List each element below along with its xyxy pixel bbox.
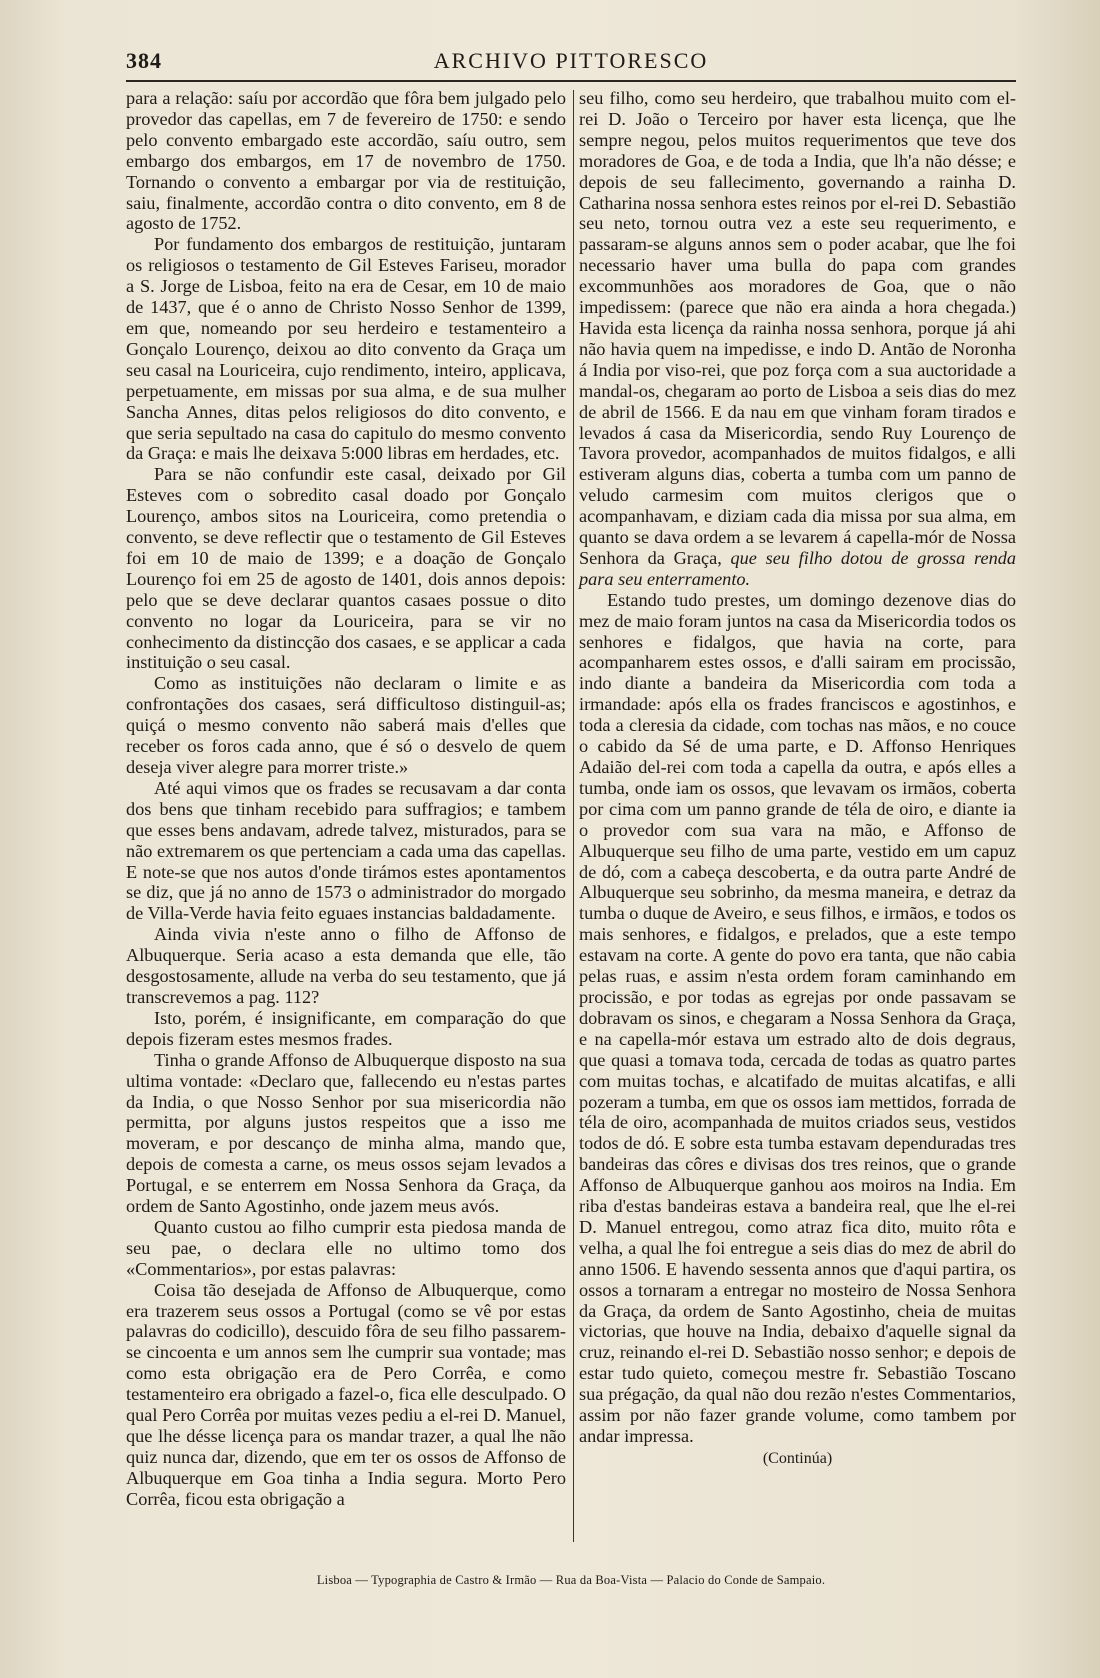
- paragraph: [126, 1280, 566, 1510]
- paragraph-text: Até aqui vimos que os frades se recusavam a dar conta dos bens que tinham recebido para suffragios; e tambem que esses bens andavam, adrede talvez, misturados, para se não extremarem os que pertenciam a cada uma das capellas. E note-se que nos autos d'onde tirámos estes apontamentos se diz, que já no anno de 1573 o administrador do morgado de Villa-Verde havia feito eguaes instancias baldadamente.: [126, 777, 566, 924]
- paragraph: [126, 1217, 566, 1280]
- running-title: ARCHIVO PITTORESCO: [433, 48, 709, 73]
- right-column: [579, 88, 1016, 1470]
- paragraph-text: seu filho, como seu herdeiro, que trabalhou muito com el-rei D. João o Terceiro por haver esta licença, que lhe sempre negou, pelos muitos requerimentos que teve dos moradores de Goa, e de toda a India, que lh'a não désse; e depois de seu fallecimento, governando a rainha D. Catharina nossa senhora estes reinos por el-rei D. Sebastião seu neto, tornou outra vez a este seu requerimento, e passaram-se alguns annos sem o poder acabar, que lhe foi necessario haver uma bulla do papa com grandes excommunhões aos moradores de Goa, que o não impedissem: (parece que não era ainda a hora chegada.) Havida esta licença da rainha nossa senhora, porque já ahi não havia quem na impedisse, e indo D. Antão de Noronha á India por viso-rei, que poz força com a sua auctoridade a mandal-os, chegaram ao porto de Lisboa a seis dias do mez de abril de 1566. E da nau em que vinham foram tirados e levados á casa da Misericordia, sendo Ruy Lourenço de Tavora provedor, acompanhados de muitos fidalgos, e alli estiveram alguns dias, coberta a tumba com um panno de veludo carmesim com muitos clerigos que o acompanhavam, e diziam cada dia missa por sua alma, em quanto se dava ordem a se levarem á capella-mór de Nossa Senhora da Graça,: [579, 88, 1016, 568]
- paragraph: [126, 1050, 566, 1217]
- paragraph-text: Tinha o grande Affonso de Albuquerque disposto na sua ultima vontade: «Declaro que, fallecendo eu n'estas partes da India, o que Nosso Senhor por sua misericordia não permitta, por alguns justos respeitos que a isso me moveram, e por descanço de minha alma, mando que, depois de comesta a carne, os meus ossos sejam levados a Portugal, e se enterrem em Nossa Senhora da Graça, da ordem de Santo Agostinho, onde jazem meus avós.: [126, 1049, 566, 1217]
- paragraph: [126, 464, 566, 673]
- left-column: [126, 88, 566, 1510]
- paragraph: [579, 88, 1016, 590]
- column-divider: [573, 90, 574, 1542]
- page-number: 384: [126, 48, 162, 73]
- paragraph: [126, 924, 566, 1008]
- paragraph-text: Quanto custou ao filho cumprir esta piedosa manda de seu pae, o declara elle no ultimo tomo dos «Commentarios», por estas palavras:: [126, 1216, 566, 1279]
- paragraph: [126, 234, 566, 464]
- page-header: [126, 44, 1016, 78]
- paragraph-text: Para se não confundir este casal, deixado por Gil Esteves com o sobredito casal doado por Gonçalo Lourenço, ambos sitos na Louriceira, como pretendia o convento, se deve reflectir que o testamento de Gil Esteves foi em 10 de maio de 1399; e a doação de Gonçalo Lourenço foi em 25 de agosto de 1401, dois annos depois: pelo que se deve declarar quantos casaes possue o dito convento no logar da Louriceira, para se vir no conhecimento da distincção dos casaes, e se applicar a cada instituição o seu casal.: [126, 464, 566, 673]
- paragraph-text: para a relação: saíu por accordão que fôra bem julgado pelo provedor das capellas, em 7 de fevereiro de 1750: e sendo pelo convento embargado este accordão, saíu outro, sem embargo dos embargos, em 17 de novembro de 1750. Tornando o convento a embargar por via de restituição, saiu, finalmente, accordão contra o dito convento, em 8 de agosto de 1752.: [126, 88, 566, 234]
- paragraph-text: Ainda vivia n'este anno o filho de Affonso de Albuquerque. Seria acaso a esta demanda que elle, tão desgostosamente, allude na verba do seu testamento, que já transcrevemos a pag. 112?: [126, 924, 566, 1007]
- header-rule: [126, 80, 1016, 82]
- paragraph-text: Coisa tão desejada de Affonso de Albuquerque, como era trazerem seus ossos a Portugal (como se vê por estas palavras do codicillo), descuido fôra de seu filho passarem-se cincoenta e um annos sem lhe cumprir sua vontade; mas como esta obrigação era de Pero Corrêa, e como testamenteiro era obrigado a fazel-o, fica elle desculpado. O qual Pero Corrêa por muitas vezes pediu a el-rei D. Manuel, que lhe désse licença para os mandar trazer, a qual lhe não quiz nunca dar, dizendo, que em ter os ossos de Affonso de Albuquerque em Goa tinha a India segura. Morto Pero Corrêa, ficou esta obrigação a: [126, 1279, 566, 1509]
- paragraph-text: Por fundamento dos embargos de restituição, juntaram os religiosos o testamento de Gil Esteves Fariseu, morador a S. Jorge de Lisboa, feito na era de Cesar, em 10 de maio de 1437, que é o anno de Christo Nosso Senhor de 1399, em que, nomeando por seu herdeiro e testamenteiro a Gonçalo Lourenço, deixou ao dito convento da Graça um seu casal na Louriceira, cujo rendimento, inteiro, applicava, perpetuamente, em missas por sua alma, e de sua mulher Sancha Annes, ditas pelos religiosos do dito convento, e que seria sepultado na casa do capitulo do mesmo convento da Graça: e mais lhe deixava 5:000 libras em herdades, etc.: [126, 234, 566, 464]
- italic-quote: que seu filho dotou de grossa renda para seu enterramento.: [579, 547, 1016, 589]
- paragraph: [126, 1008, 566, 1050]
- paragraph: [126, 88, 566, 234]
- paragraph: [126, 673, 566, 778]
- paragraph-text: Como as instituições não declaram o limite e as confrontações dos casaes, será difficultoso distinguil-as; quiçá o mesmo convento não saberá mais d'elles que receber os foros cada anno, que é só o desvelo de quem deseja viver alegre para morrer triste.»: [126, 673, 566, 777]
- paragraph: [126, 778, 566, 924]
- paragraph-text: Isto, porém, é insignificante, em comparação do que depois fizeram estes mesmos frades.: [126, 1007, 566, 1049]
- paragraph-text: Estando tudo prestes, um domingo dezenove dias do mez de maio foram juntos na casa da Misericordia todos os senhores e fidalgos, que havia na corte, para acompanharem estes ossos, e d'alli sairam em procissão, indo diante a bandeira da Misericordia com toda a irmandade: após ella os frades franciscos e agostinhos, e toda a cleresia da cidade, com tochas nas mãos, e no couce o cabido da Sé de uma parte, e D. Affonso Henriques Adaião del-rei com toda a capella da outra, e após elles a tumba, onde iam os ossos, que levavam os irmãos, coberta por cima com um panno grande de téla de oiro, e diante ia o provedor com sua vara na mão, e Affonso de Albuquerque seu filho de uma parte, vestido em um capuz de dó, com a cabeça descoberta, e da outra parte André de Albuquerque seu sobrinho, da mesma maneira, e detraz da tumba o duque de Aveiro, e seus filhos, e irmãos, e todos os mais senhores, e fidalgos, e prelados, que a este tempo estavam na corte. A gente do povo era tanta, que não cabia pelas ruas, e assim n'esta ordem foram caminhando em procissão, e por todas as egrejas por onde passavam se dobravam os sinos, e chegaram a Nossa Senhora da Graça, e na capella-mór estava um estrado alto de dois degraus, que quasi a tomava toda, cercada de todas as quatro partes com muitas tochas, e alcatifado de muitas alcatifas, e alli pozeram a tumba, em que os ossos iam mettidos, forrada de téla de oiro, acompanhada de muitos criados seus, vestidos todos de dó. E sobre esta tumba estavam dependuradas tres bandeiras das côres e divisas dos tres reinos, que o grande Affonso de Albuquerque ganhou aos moiros na India. Em riba d'estas bandeiras estava a bandeira real, que lhe el-rei D. Manuel entregou, como atraz fica dito, muito rôta e velha, a qual lhe foi entregue a seis dias do mez de abril do anno 1506. E havendo sessenta annos que d'aqui partira, os ossos a tornaram a entregar no mosteiro de Nossa Senhora da Graça, da ordem de Santo Agostinho, cheia de muitas victorias, que houve na India, debaixo d'aquelle signal da cruz, reinando el-rei D. Sebastião nosso senhor; e depois de estar tudo quieto, começou mestre fr. Sebastião Toscano sua prégação, da qual não dou rezão n'estes Commentarios, assim por não fazer grande volume, como tambem por andar impressa.: [579, 589, 1016, 1446]
- paragraph: [579, 590, 1016, 1447]
- imprint-line: Lisboa — Typographia de Castro & Irmão — Rua da Boa-Vista — Palacio do Conde de Sampaio.: [316, 1573, 826, 1587]
- continued-note: (Continúa): [762, 1449, 833, 1467]
